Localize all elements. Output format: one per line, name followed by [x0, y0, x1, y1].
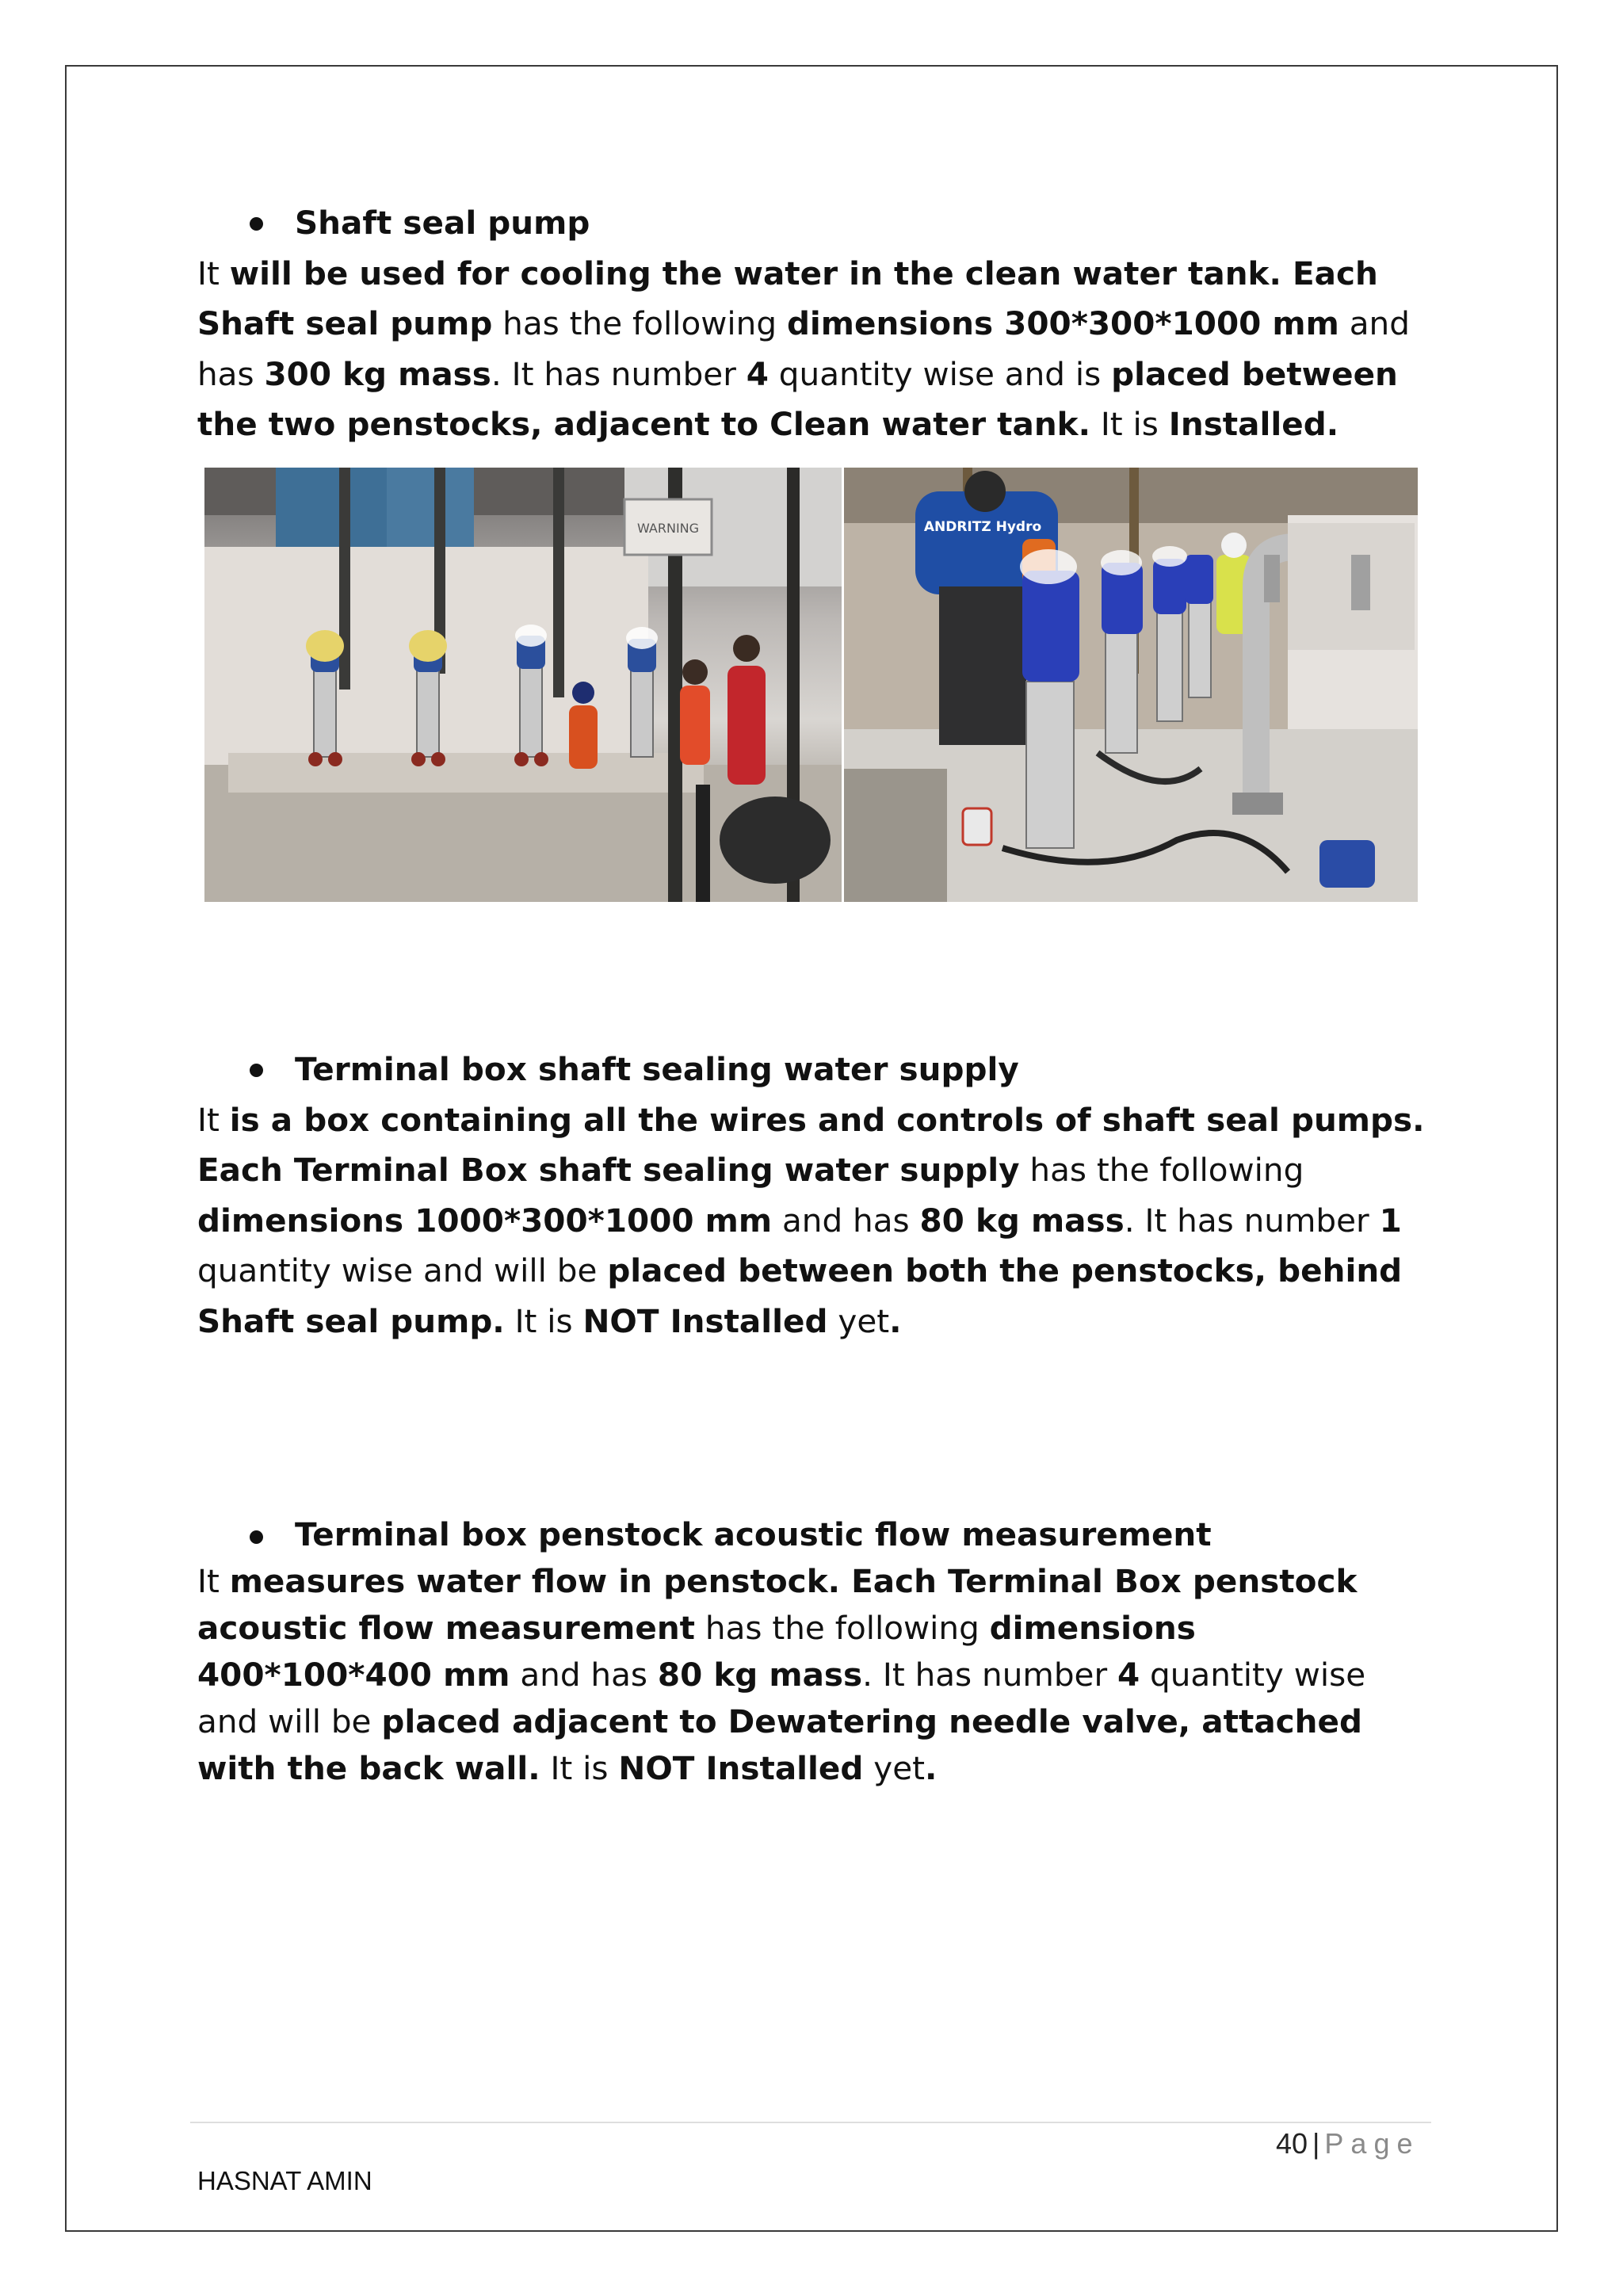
section-shaft-seal-pump: [197, 198, 1434, 450]
section-terminal-box-sealing-water: [197, 1045, 1434, 1347]
text-run: quantity wise and will be: [197, 1656, 1366, 1740]
page-number: [1276, 2127, 1419, 2160]
bold-text-run: dimensions 1000*300*1000 mm: [197, 1201, 773, 1240]
bold-text-run: placed between the two penstocks, adjacent to Clean water tank.: [197, 354, 1398, 443]
bullet-icon: [250, 1530, 263, 1544]
bullet-item: [197, 198, 1434, 249]
bold-text-run: dimensions 300*300*1000 mm: [786, 304, 1339, 342]
bold-text-run: will be used for cooling the water in the clean water tank. Each Shaft seal pump: [197, 254, 1378, 342]
text-run: yet: [827, 1301, 890, 1340]
text-run: has the following: [695, 1609, 990, 1647]
footer-divider: [190, 2122, 1431, 2123]
bullet-icon: [250, 217, 263, 231]
bold-text-run: Installed.: [1168, 405, 1339, 443]
bold-text-run: 1: [1379, 1201, 1402, 1240]
text-run: . It has number: [1124, 1201, 1380, 1240]
photo-left-illustration: [204, 468, 842, 902]
text-run: has the following: [492, 304, 787, 342]
bold-text-run: is a box containing all the wires and controls of shaft seal pumps. Each Terminal Box shaft sealing water supply: [197, 1100, 1425, 1189]
section-terminal-box-flow-measurement: [197, 1511, 1434, 1792]
section-heading: Terminal box shaft sealing water supply: [295, 1050, 1019, 1088]
section-paragraph: [197, 249, 1434, 450]
jacket-text: ANDRITZ Hydro: [924, 519, 1042, 535]
text-run: . It has number: [862, 1656, 1117, 1694]
bold-text-run: 4: [1117, 1656, 1140, 1694]
text-run: It is: [540, 1749, 619, 1787]
bold-text-run: 80 kg mass: [657, 1656, 863, 1694]
bullet-item: [197, 1045, 1434, 1095]
bold-text-run: 300 kg mass: [264, 354, 491, 393]
page-word: Page: [1324, 2127, 1420, 2160]
bullet-item: [197, 1511, 1434, 1558]
text-run: quantity wise and will be: [197, 1251, 608, 1289]
text-run: It is: [1090, 405, 1169, 443]
photo-workers-installing-pumps: [842, 468, 1418, 902]
photo-right-illustration: [844, 468, 1418, 902]
section-heading: Terminal box penstock acoustic flow measurement: [295, 1515, 1212, 1553]
bold-text-run: placed between both the penstocks, behind Shaft seal pump.: [197, 1251, 1403, 1340]
section-paragraph: [197, 1558, 1434, 1792]
bold-text-run: placed adjacent to Dewatering needle valve, attached with the back wall.: [197, 1702, 1362, 1787]
text-run: and has: [197, 304, 1410, 393]
text-run: It: [197, 254, 230, 292]
bold-text-run: NOT Installed: [582, 1301, 828, 1340]
text-run: It is: [504, 1301, 583, 1340]
text-run: has the following: [1019, 1151, 1304, 1189]
bold-text-run: NOT Installed: [618, 1749, 864, 1787]
text-run: It: [197, 1100, 230, 1139]
text-run: quantity wise and is: [768, 354, 1112, 393]
section-paragraph: [197, 1095, 1434, 1347]
bold-text-run: measures water flow in penstock. Each Terminal Box penstock acoustic flow measurement: [197, 1562, 1358, 1647]
bold-text-run: .: [925, 1749, 938, 1787]
photo-strip: [204, 468, 1418, 902]
bold-text-run: .: [889, 1301, 902, 1340]
text-run: and has: [772, 1201, 920, 1240]
bold-text-run: 80 kg mass: [919, 1201, 1125, 1240]
photo-pumps-on-plinth: [204, 468, 842, 902]
text-run: and has: [510, 1656, 658, 1694]
warning-sign-text: WARNING: [636, 521, 700, 536]
bold-text-run: 4: [746, 354, 769, 393]
footer-author: HASNAT AMIN: [197, 2166, 372, 2195]
bullet-icon: [250, 1064, 263, 1077]
page-number-separator: |: [1312, 2127, 1320, 2160]
text-run: . It has number: [491, 354, 747, 393]
section-heading: Shaft seal pump: [295, 204, 590, 242]
text-run: It: [197, 1562, 230, 1600]
bold-text-run: dimensions 400*100*400 mm: [197, 1609, 1196, 1694]
page-number-value: 40: [1276, 2127, 1308, 2160]
text-run: yet: [863, 1749, 926, 1787]
